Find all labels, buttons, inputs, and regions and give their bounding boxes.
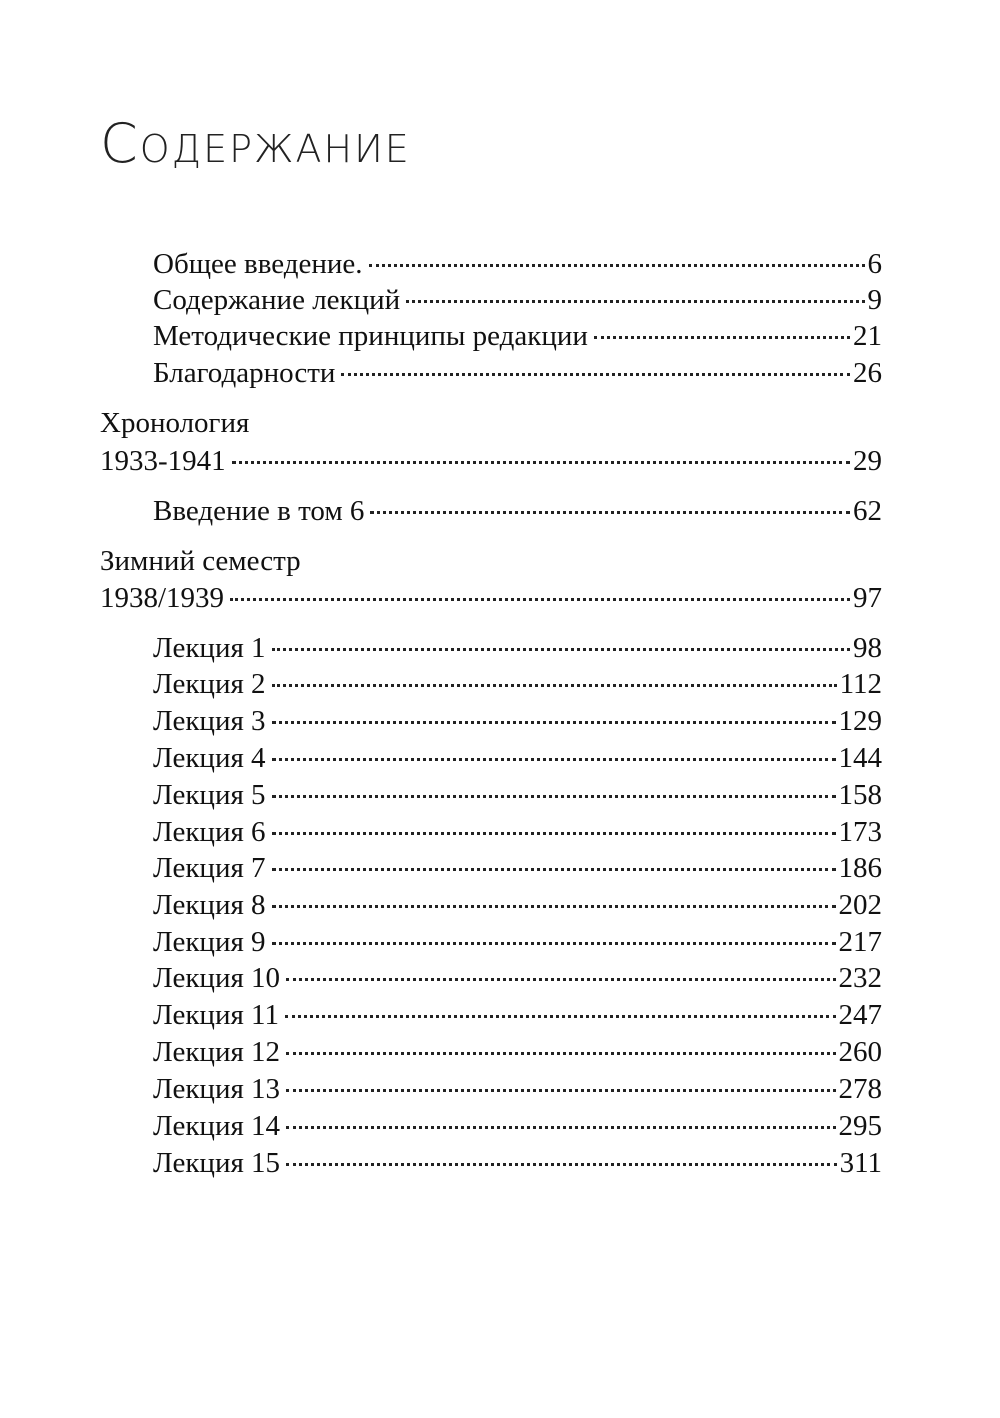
toc-entry-page: 311 — [839, 1147, 882, 1179]
toc-entry-label: 1938/1939 — [100, 582, 225, 614]
dot-leader — [232, 461, 850, 464]
toc-entry-label: Общее введение. — [153, 248, 363, 280]
toc-entry-lecture-1[interactable] — [153, 630, 882, 666]
toc-entry-page: 295 — [838, 1110, 882, 1142]
toc-entry-label: Лекция 1 — [153, 632, 266, 664]
dot-leader — [286, 1089, 835, 1092]
toc-entry-label: Лекция 12 — [153, 1036, 281, 1068]
toc-entry-lecture-contents[interactable] — [153, 282, 882, 318]
toc-entry-page: 247 — [838, 999, 882, 1031]
toc-entry-volume-intro[interactable] — [153, 493, 882, 529]
toc-entry-page: 260 — [838, 1036, 882, 1068]
toc-entry-label: Лекция 9 — [153, 926, 266, 958]
toc-entry-page: 21 — [853, 320, 882, 352]
toc-entry-page: 158 — [838, 779, 882, 811]
toc-entry-label: Лекция 2 — [153, 668, 266, 700]
toc-entry-label: Введение в том 6 — [153, 495, 365, 527]
dot-leader — [594, 336, 850, 339]
toc-entry-label: Лекция 4 — [153, 742, 266, 774]
toc-entry-page: 6 — [867, 248, 882, 280]
dot-leader — [272, 868, 836, 871]
dot-leader — [286, 1126, 835, 1129]
dot-leader — [341, 373, 850, 376]
toc-entry-lecture-15[interactable] — [153, 1145, 882, 1181]
toc-entry-page: 112 — [839, 668, 882, 700]
dot-leader — [286, 1163, 837, 1166]
page-title: Содержание — [100, 112, 411, 175]
toc-entry-lecture-5[interactable] — [153, 777, 882, 813]
toc-entry-page: 173 — [838, 816, 882, 848]
toc-entry-lecture-9[interactable] — [153, 924, 882, 960]
toc-entry-label: Лекция 14 — [153, 1110, 281, 1142]
toc-entry-label: Лекция 13 — [153, 1073, 281, 1105]
toc-entry-lecture-14[interactable] — [153, 1108, 882, 1144]
dot-leader — [272, 905, 836, 908]
dot-leader — [272, 942, 836, 945]
toc-entry-page: 62 — [853, 495, 882, 527]
toc-section-heading-chronology: Хронология — [100, 407, 250, 439]
toc-entry-page: 202 — [838, 889, 882, 921]
toc-entry-page: 97 — [853, 582, 882, 614]
toc-entry-acknowledgements[interactable] — [153, 355, 882, 391]
dot-leader — [370, 511, 850, 514]
toc-entry-page: 144 — [838, 742, 882, 774]
toc-entry-lecture-6[interactable] — [153, 814, 882, 850]
dot-leader — [272, 648, 850, 651]
toc-entry-label: Лекция 6 — [153, 816, 266, 848]
toc-entry-page: 26 — [853, 357, 882, 389]
toc-entry-label: 1933-1941 — [100, 445, 226, 477]
toc-entry-label: Благодарности — [153, 357, 336, 389]
toc-entry-editorial-principles[interactable] — [153, 318, 882, 354]
dot-leader — [286, 1052, 835, 1055]
toc-entry-chronology[interactable] — [100, 443, 882, 479]
toc-entry-page: 9 — [867, 284, 882, 316]
toc-entry-label: Лекция 15 — [153, 1147, 281, 1179]
toc-entry-winter-semester[interactable] — [100, 580, 882, 616]
toc-entry-lecture-3[interactable] — [153, 703, 882, 739]
toc-entry-page: 217 — [838, 926, 882, 958]
toc-section-heading-winter-semester: Зимний семестр — [100, 545, 301, 577]
toc-entry-lecture-2[interactable] — [153, 666, 882, 702]
toc-entry-lecture-13[interactable] — [153, 1071, 882, 1107]
dot-leader — [230, 598, 850, 601]
dot-leader — [406, 300, 864, 303]
toc-entry-page: 232 — [838, 962, 882, 994]
toc-entry-lecture-4[interactable] — [153, 740, 882, 776]
toc-entry-label: Лекция 11 — [153, 999, 279, 1031]
toc-entry-label: Лекция 3 — [153, 705, 266, 737]
toc-entry-page: 186 — [838, 852, 882, 884]
dot-leader — [272, 721, 836, 724]
toc-entry-lecture-8[interactable] — [153, 887, 882, 923]
toc-entry-lecture-7[interactable] — [153, 850, 882, 886]
toc-entry-label: Лекция 5 — [153, 779, 266, 811]
dot-leader — [272, 684, 837, 687]
toc-entry-label: Методические принципы редакции — [153, 320, 588, 352]
toc-entry-label: Лекция 10 — [153, 962, 281, 994]
toc-entry-label: Лекция 7 — [153, 852, 266, 884]
toc-entry-lecture-11[interactable] — [153, 997, 882, 1033]
toc-entry-label: Содержание лекций — [153, 284, 401, 316]
toc-entry-general-intro[interactable] — [153, 246, 882, 282]
toc-entry-page: 278 — [838, 1073, 882, 1105]
dot-leader — [369, 264, 865, 267]
dot-leader — [272, 795, 836, 798]
toc-entry-page: 29 — [853, 445, 882, 477]
toc-entry-lecture-10[interactable] — [153, 960, 882, 996]
toc-entry-page: 129 — [838, 705, 882, 737]
dot-leader — [272, 758, 836, 761]
dot-leader — [286, 978, 835, 981]
dot-leader — [272, 832, 836, 835]
toc-entry-label: Лекция 8 — [153, 889, 266, 921]
dot-leader — [285, 1015, 836, 1018]
toc-entry-lecture-12[interactable] — [153, 1034, 882, 1070]
toc-entry-page: 98 — [853, 632, 882, 664]
